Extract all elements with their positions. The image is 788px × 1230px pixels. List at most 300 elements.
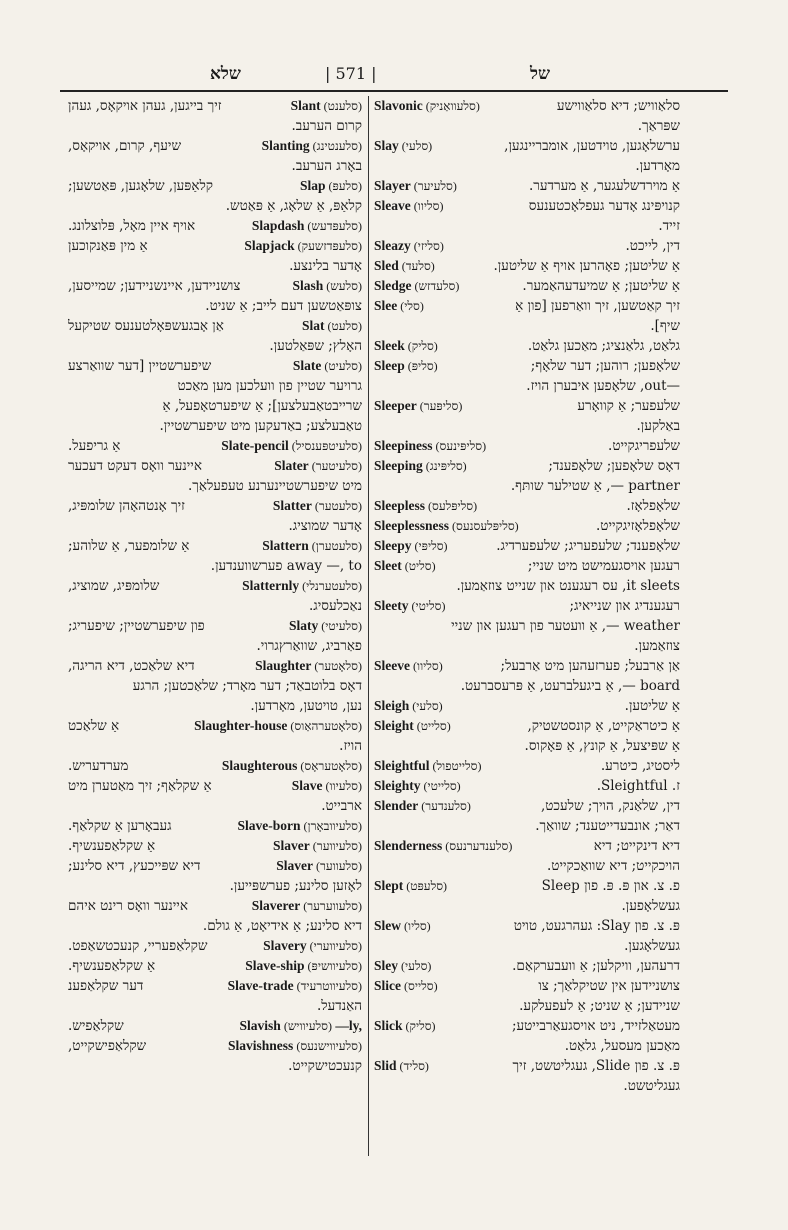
pronunciation: (סלענדערנעס) [442, 839, 513, 853]
headword-group [228, 976, 362, 996]
headword: Slavery [263, 938, 307, 953]
headword: Slaver [276, 858, 313, 873]
pronunciation: (סלעש) [323, 279, 362, 293]
headword-group [374, 96, 480, 116]
entry-first-line [374, 956, 680, 976]
entry-first-line [68, 176, 362, 196]
dictionary-entry [62, 776, 368, 816]
entry-first-line [374, 436, 680, 456]
headword-group [221, 436, 362, 456]
definition-text: אַ שקלאַף; זיך מאַטערן מיט [68, 778, 212, 794]
headword-group [276, 856, 362, 876]
entry-first-line [68, 656, 362, 676]
headword-group [374, 196, 443, 216]
entry-first-line [374, 236, 680, 256]
headword-group [273, 836, 362, 856]
definition-continuation: נאַכלעסיג. [308, 598, 362, 614]
pronunciation: (סליפּלעס) [425, 499, 478, 513]
headword-group [374, 836, 512, 856]
headword-group [263, 936, 362, 956]
pronunciation: (סליטי) [408, 599, 446, 613]
dictionary-entry [368, 716, 686, 756]
dictionary-entry [368, 136, 686, 176]
definition-text: שלאָפלאָזיגקייט. [596, 518, 680, 534]
pronunciation: (סלעוואַניק) [422, 99, 480, 113]
pronunciation: (סלעפּדזשעק) [294, 239, 362, 253]
dictionary-entry [368, 596, 686, 656]
entry-first-line [68, 976, 362, 996]
entry-first-line [374, 836, 680, 856]
headword-group [374, 1056, 429, 1076]
headword-group [374, 516, 519, 536]
definition-text: שלעפער; אַ קוואָרע [577, 398, 680, 414]
dictionary-entry [62, 576, 368, 616]
headword-group [374, 396, 462, 416]
definition-text: אַ כיטראַקייט, אַ קונסטשטיק, [527, 718, 680, 734]
headword-group [273, 496, 362, 516]
definition-continuation: קנעכטישקייט. [288, 1058, 362, 1074]
definition-text: זיך אָנטהאָהן שלומפּיג, [68, 498, 185, 514]
definition-text: דער שקלאַפענ [68, 978, 144, 994]
headword: Slavish [239, 1018, 281, 1033]
headword: Sley [374, 958, 399, 973]
headword: Sleave [374, 198, 411, 213]
headword-group [245, 956, 362, 976]
headword-group [292, 276, 362, 296]
definition-continuation: געגליטשט. [623, 1078, 680, 1094]
pronunciation: (סלעטער) [311, 499, 362, 513]
dictionary-entry [368, 756, 686, 776]
headword-group [300, 176, 362, 196]
entry-first-line [374, 296, 680, 316]
pronunciation: (סלעי) [398, 139, 433, 153]
pronunciation: (סלי) [397, 299, 424, 313]
definition-text: פּ. צ. פון Slay: געהרגעט, טויט [513, 918, 680, 934]
dictionary-entry [62, 976, 368, 1016]
definition-text: אַן אָבגעשפּאָלטענעס שטיקעל [68, 318, 224, 334]
definition-text: דין, לייכט. [625, 238, 680, 254]
headword-group [291, 96, 362, 116]
headword-group [374, 876, 447, 896]
pronunciation: (סלייטי) [420, 779, 461, 793]
entry-first-line [374, 456, 680, 476]
entry-first-line [68, 276, 362, 296]
definition-continuation: באַלקען. [636, 418, 680, 434]
headword: Slay [374, 138, 399, 153]
pronunciation: (סליפּ) [404, 359, 438, 373]
entry-first-line [68, 316, 362, 336]
definition-text: איינער וואָס דעקט דעכער [68, 458, 202, 474]
headword: Slaughter-house [194, 718, 288, 733]
entry-first-line [374, 356, 680, 376]
headword-group [374, 756, 481, 776]
definition-continuation: נען, טויטען, מאָרדען. [250, 698, 362, 714]
definition-continuation: דאָס בלוטבאַד; דער מאָרד; שלאַכטען; הרגע [132, 678, 362, 694]
pronunciation: (סלעדזש) [411, 279, 460, 293]
headword: Slave-ship [245, 958, 305, 973]
entry-first-line [68, 716, 362, 736]
definition-continuation: אָדער שמוציג. [288, 518, 362, 534]
pronunciation: (סלאָטער) [311, 659, 362, 673]
headword-group [252, 216, 362, 236]
pronunciation: (סלעיווער) [309, 839, 362, 853]
headword: Sleet [374, 558, 402, 573]
dictionary-entry [368, 696, 686, 716]
dictionary-entry [368, 836, 686, 876]
definition-continuation: שניידען; אַ שניט; אַ לעפעלקע. [519, 998, 680, 1014]
dictionary-entry [368, 656, 686, 696]
entry-first-line [374, 776, 680, 796]
entry-first-line [374, 1056, 680, 1076]
headword: Sleepless [374, 498, 426, 513]
dictionary-entry [368, 176, 686, 196]
headword-group [292, 776, 362, 796]
entry-first-line [68, 1016, 362, 1036]
entry-first-line [68, 356, 362, 376]
pronunciation: (סליפּער) [416, 399, 463, 413]
pronunciation: (סלעפּ) [325, 179, 362, 193]
pronunciation: (סלעיווישנעס) [293, 1039, 362, 1053]
entry-first-line [68, 836, 362, 856]
pronunciation: (סלעי) [409, 699, 443, 713]
definition-text: פ. צ. און פּ. פּ. פון Sleep [541, 878, 680, 894]
entry-first-line [374, 656, 680, 676]
headword-group [374, 496, 477, 516]
definition-continuation: צופּאַטשען דעם לייב; אַ שניט. [205, 298, 362, 314]
definition-continuation: הויכקייט; דיא שוואַכקייט. [547, 858, 680, 874]
headword: Slayer [374, 178, 411, 193]
definition-continuation: געשלאָגען. [624, 938, 680, 954]
headword: Slaty [288, 618, 319, 633]
headword: Slapjack [244, 238, 295, 253]
entry-first-line [374, 136, 680, 156]
definition-text: שיפערשטיין [דער שוואַרצע [68, 358, 212, 374]
definition-text: אַ שקלאַפענשיף. [68, 838, 156, 854]
dictionary-entry [368, 956, 686, 976]
headword-group [374, 136, 432, 156]
headword: Sleeve [374, 658, 410, 673]
headword: Sleeplessness [374, 518, 450, 533]
entry-first-line [374, 556, 680, 576]
entry-first-line [374, 336, 680, 356]
definition-text: דיא שפּייכעץ, דיא סלינע; [68, 858, 201, 874]
pronunciation: (סלעיוושיפּ) [304, 959, 362, 973]
definition-continuation: גרויער שטיין פון וועלכען מען מאַכט [177, 378, 362, 394]
definition-continuation: שיף]. [650, 318, 680, 334]
dictionary-entry [62, 716, 368, 756]
dictionary-entry [368, 976, 686, 1016]
definition-continuation: מאַכען מעסעל, גלאַט. [564, 1038, 680, 1054]
pronunciation: (סלעטערן) [308, 539, 362, 553]
entry-first-line [68, 776, 362, 796]
headword: Slaughterous [221, 758, 298, 773]
entry-first-line [68, 436, 362, 456]
headword-group [374, 436, 486, 456]
headword: Sleightful [374, 758, 430, 773]
definition-continuation: מאָרדען. [635, 158, 680, 174]
definition-continuation: צוזאַמען. [634, 638, 680, 654]
headword-group [262, 536, 362, 556]
pronunciation: (סלייטפול) [429, 759, 482, 773]
pronunciation: (סליק) [402, 1019, 436, 1033]
dictionary-entry [62, 1036, 368, 1076]
headword: Sleazy [374, 238, 411, 253]
definition-continuation: דיא סלינע; אַ אידיאָט, אַ גולם. [202, 918, 362, 934]
headword-group [289, 616, 362, 636]
dictionary-entry [368, 256, 686, 276]
definition-text: צושניידען אין שטיקלאַך; צו [538, 978, 680, 994]
header-left-guideword: שלא [210, 64, 241, 84]
definition-text: גלאַט, גלאַנציג; מאַכען גלאַט. [527, 338, 680, 354]
definition-continuation: קרום הערעב. [291, 118, 362, 134]
definition-text: זיך קאַטשען, זיך וואַרפען [פון אַ [515, 298, 680, 314]
definition-continuation: אַ שפּיצעל, אַ קונץ, אַ פּאָקוס. [524, 738, 680, 754]
entry-first-line [374, 96, 680, 116]
definition-text: שלאָפען; רוהען; דער שלאָף; [530, 358, 680, 374]
dictionary-entry [368, 456, 686, 496]
entry-first-line [68, 496, 362, 516]
definition-continuation: weather —, אַ וועטער פון רעגען און שניי [451, 618, 680, 634]
pronunciation: (סלענדער) [418, 799, 471, 813]
headword-group [374, 1016, 436, 1036]
entry-first-line [68, 216, 362, 236]
entry-first-line [374, 176, 680, 196]
headword: Slave [291, 778, 323, 793]
headword: Sleek [374, 338, 405, 353]
headword-group [255, 656, 362, 676]
definition-continuation: קלאַפּ, אַ שלאָג, אַ פּאַטש. [225, 198, 362, 214]
headword: Slenderness [374, 838, 443, 853]
definition-text: דרעהען, וויקלען; אַ וועבערקאַם. [512, 958, 680, 974]
entry-first-line [68, 136, 362, 156]
headword: Sleety [374, 598, 409, 613]
headword-group [374, 336, 438, 356]
pronunciation: (סלעיער) [410, 179, 457, 193]
entry-first-line [374, 516, 680, 536]
headword: Slaver [273, 838, 310, 853]
definition-text: פּ. צ. פון Slide, געגליטשט, זיך [512, 1058, 680, 1074]
definition-text: אַ מין פּאַנקוכען [68, 238, 148, 254]
dictionary-entry [62, 356, 368, 436]
definition-text: ליסטיג, כיטרע. [600, 758, 680, 774]
headword-group [374, 456, 467, 476]
definition-text: רעגען אויסגעמישט מיט שניי; [527, 558, 680, 574]
headword-group [228, 1036, 362, 1056]
headword-group [240, 1016, 362, 1036]
definition-text: שלומפּיג, שמוציג, [68, 578, 160, 594]
definition-text: פון שיפערשטיין; שיפעריג; [68, 618, 205, 634]
definition-continuation: מיט שיפערשטיינערנע טעפעלאַך. [187, 478, 362, 494]
definition-continuation: אָדער בלינצע. [289, 258, 362, 274]
definition-text: אַ גריפעל. [68, 438, 121, 454]
headword-group [374, 536, 448, 556]
headword-group [374, 716, 451, 736]
headword-group [222, 756, 362, 776]
page-header [60, 58, 728, 92]
definition-text: שקלאַפיש. [68, 1018, 124, 1034]
pronunciation: (סליזי) [410, 239, 444, 253]
headword-group [302, 316, 362, 336]
definition-text: שלאָפלאָז. [626, 498, 680, 514]
definition-text: קלאַפּען, שלאָגען, פּאַטשען; [68, 178, 213, 194]
headword: Slaverer [251, 898, 301, 913]
definition-text: שקלאַפעריי, קנעכטשאַפט. [68, 938, 208, 954]
definition-continuation: באָרג הערעב. [291, 158, 362, 174]
dictionary-entry [368, 796, 686, 836]
headword: Slater [274, 458, 309, 473]
headword-group [374, 916, 431, 936]
dictionary-entry [368, 276, 686, 296]
headword-group [374, 296, 424, 316]
headword: Slid [374, 1058, 397, 1073]
definition-continuation: it sleets, עס רעגענט און שנייט צוזאַמען. [456, 578, 680, 594]
pronunciation: (סליפּינג) [422, 459, 467, 473]
dictionary-entry [62, 616, 368, 656]
entry-first-line [374, 596, 680, 616]
headword: Slat [302, 318, 325, 333]
headword: Slanting [261, 138, 310, 153]
headword: Slavishness [228, 1038, 294, 1053]
headword: Slatternly [242, 578, 300, 593]
dictionary-entry [368, 496, 686, 516]
pronunciation: (סלעפּדעש) [304, 219, 362, 233]
pronunciation: (סלעיווטרעיד) [293, 979, 362, 993]
definition-text: דיא דינקייט; דיא [593, 838, 680, 854]
headword-group [374, 596, 445, 616]
pronunciation: (סלייס) [401, 979, 438, 993]
definition-text: געבאָרען אַ שקלאַף. [68, 818, 172, 834]
entry-first-line [374, 196, 680, 216]
headword: Slavonic [374, 98, 423, 113]
pronunciation: (סלאָטעראָס) [297, 759, 362, 773]
headword-group [374, 556, 436, 576]
headword: Sleighty [374, 778, 421, 793]
headword: Slew [374, 918, 401, 933]
dictionary-entry [368, 356, 686, 396]
dictionary-entry [62, 656, 368, 716]
headword: Slate [292, 358, 322, 373]
headword-group [274, 456, 362, 476]
definition-text: אַ שליטען; אַ שמיעדעהאַמער. [522, 278, 680, 294]
entry-first-line [68, 936, 362, 956]
definition-continuation: טאַבעלצע; באַדעקען מיט שיפערשטיין. [159, 418, 362, 434]
entry-first-line [374, 796, 680, 816]
definition-text: זיך בייגען, געהן אויקאָס, געהן [68, 98, 222, 114]
headword: Sleep [374, 358, 405, 373]
definition-text: מערדעריש. [68, 758, 129, 774]
definition-continuation: זייד. [658, 218, 680, 234]
dictionary-entry [62, 96, 368, 136]
dictionary-entry [62, 856, 368, 896]
page-number: | 571 | [325, 64, 377, 83]
headword-group [374, 176, 457, 196]
headword: Slate-pencil [221, 438, 289, 453]
definition-continuation: הויז. [339, 738, 362, 754]
dictionary-entry [368, 196, 686, 236]
definition-text: ז. Sleightful. [596, 778, 680, 794]
definition-continuation: פאַרביג, שוואַרץגרוי. [256, 638, 362, 654]
definition-continuation: לאָזען סלינע; פערשפּייען. [229, 878, 362, 894]
pronunciation: (סלעווער) [312, 859, 362, 873]
definition-text: סלאַוויש; דיא סלאַווישע [556, 98, 680, 114]
headword: Sleigh [374, 698, 410, 713]
headword: Slee [374, 298, 398, 313]
pronunciation: (סלעפּט) [403, 879, 448, 893]
headword: Slap [299, 178, 326, 193]
headword: Slatter [272, 498, 312, 513]
definition-text: שלעפריגקייט. [608, 438, 680, 454]
headword-group [244, 236, 362, 256]
definition-continuation: געשלאָפען. [621, 898, 680, 914]
headword-group [262, 136, 362, 156]
definition-continuation: partner —, אַ שטילער שותּף. [510, 478, 680, 494]
entry-first-line [68, 856, 362, 876]
headword-group [242, 576, 362, 596]
headword-group [374, 256, 435, 276]
dictionary-entry [368, 776, 686, 796]
headword-group [194, 716, 362, 736]
headword: Sleeper [374, 398, 417, 413]
definition-text: רעגענדיג און שנייאיג; [569, 598, 680, 614]
entry-first-line [374, 256, 680, 276]
headword-group [374, 236, 444, 256]
headword: Slave-trade [227, 978, 294, 993]
pronunciation: (סלעיטי) [318, 619, 362, 633]
dictionary-entry [368, 296, 686, 336]
pronunciation: (סליפּי) [411, 539, 448, 553]
headword: Slender [374, 798, 419, 813]
headword: Slice [374, 978, 401, 993]
pronunciation: (סליד) [396, 1059, 429, 1073]
pronunciation: (סליק) [404, 339, 438, 353]
dictionary-entry [368, 1056, 686, 1096]
dictionary-entry [368, 336, 686, 356]
definition-text: שלאָפענד; שלעפעריג; שלעפערדיג. [496, 538, 680, 554]
pronunciation: (סלענטינג) [309, 139, 362, 153]
definition-text: אַן אַרבעל; פערזעהען מיט אַרבעל; [500, 658, 680, 674]
definition-text: אַ שליטען. [624, 698, 680, 714]
dictionary-entry [62, 836, 368, 856]
entry-first-line [68, 576, 362, 596]
dictionary-entry [62, 756, 368, 776]
headword-group [374, 356, 438, 376]
definition-continuation: ארבייט. [321, 798, 362, 814]
dictionary-entry [62, 176, 368, 216]
dictionary-entry [368, 236, 686, 256]
headword-group [374, 976, 438, 996]
dictionary-entry [368, 96, 686, 136]
derived-form: —ly, [331, 1018, 362, 1033]
pronunciation: (סלעיט) [321, 359, 362, 373]
headword: Slapdash [251, 218, 305, 233]
dictionary-entry [62, 816, 368, 836]
definition-text: מעטאַלזייד, ניט אויסגעאַרבייטע; [511, 1018, 680, 1034]
headword: Slash [292, 278, 324, 293]
pronunciation: (סלעיטער) [308, 459, 362, 473]
pronunciation: (סלאָטערהאַוס) [287, 719, 362, 733]
dictionary-entry [62, 316, 368, 356]
headword: Slept [374, 878, 404, 893]
definition-text: דאָס שלאָפען; שלאָפענד; [548, 458, 680, 474]
entry-first-line [68, 536, 362, 556]
headword: Sleepiness [374, 438, 433, 453]
pronunciation: (סלעיוובאָרן) [300, 819, 362, 833]
headword: Slattern [262, 538, 309, 553]
dictionary-entry [62, 1016, 368, 1036]
entry-first-line [68, 756, 362, 776]
headword: Sleeping [374, 458, 423, 473]
dictionary-entry [368, 436, 686, 456]
